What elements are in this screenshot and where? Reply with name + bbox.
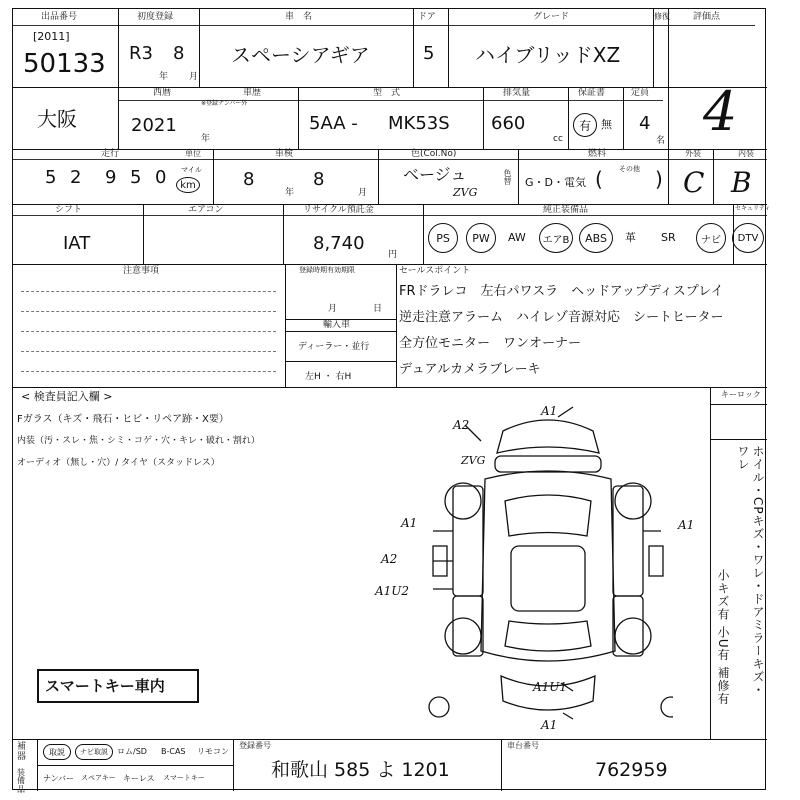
col-divider [423,204,424,264]
col-divider [378,149,379,204]
inspection-month-unit: 月 [358,188,368,198]
km-circled: km [176,177,200,193]
navi-manual-circled: ナビ取説 [75,744,113,760]
keylock-label: キーロック [721,390,761,399]
sales-point-label: セールスポイント [399,266,471,276]
rear-left-wheel [445,618,481,654]
mileage-digit: 5 [130,167,142,188]
model-code: MK53S [388,113,450,134]
inspection-label: 車検 [275,149,294,159]
reg-month: 8 [173,43,185,64]
warranty-yes-circled: 有 [573,113,597,137]
right-mirror-outline [649,546,663,576]
damage-mark: A1 [401,516,418,530]
damage-mark: ZVG [461,454,486,467]
inspection-line: 内装（汚・スレ・焦・シミ・コゲ・穴・キレ・破れ・割れ） [17,436,260,446]
capacity-label: 定員 [631,88,650,98]
note-line [21,351,276,352]
col-divider [623,87,624,149]
windshield-outline [505,495,591,536]
col-divider [199,9,200,87]
cell-divider [285,331,396,332]
door-count: 5 [423,43,435,64]
inspection-year-unit: 年 [285,188,295,198]
smart-key-stamp [37,669,199,703]
col-divider [283,204,284,264]
ac-label: エアコン [188,205,224,215]
cell-divider [710,439,767,440]
import-label: 輸入車 [323,320,351,330]
row-divider [13,739,767,740]
auction-sheet [12,8,771,794]
label-underline [13,159,767,160]
equip-sunroof: SR [661,231,676,244]
grade: ハイブリッドXZ [475,43,621,67]
smart-key: スマートキー [163,774,205,782]
col-divider [713,149,714,204]
col-divider [568,87,569,149]
interior-label: 内装 [738,149,754,158]
col-divider [213,149,214,204]
fuel-options: G・D・電気 [525,176,586,189]
note-line [21,371,276,372]
spare-wheel-left [429,697,449,717]
smart-key-stamp-text: スマートキー車内 [45,677,165,695]
col-divider [501,739,502,791]
mark-leader-line [558,407,573,417]
rom-sd: ロム/SD [117,747,147,756]
mileage-digit: 9 [105,167,117,188]
fuel-paren-close: ) [655,167,663,191]
seireki-label: 西暦 [153,88,172,98]
right-door-outline [613,486,643,596]
recycle-yen: 円 [388,250,398,260]
color-label: 色(Col.No) [411,149,457,159]
color: ベージュ [403,165,467,184]
spare-key: スペアキー [81,774,116,782]
dealer-type: ディーラー・並行 [298,342,370,352]
mile-unit: マイル [181,166,202,174]
reg-valid-label: 登録時期有効期限 [299,266,355,274]
grade-label: グレード [533,12,570,22]
left-door-outline [453,486,483,596]
col-divider [285,264,286,387]
col-divider [298,87,299,149]
front-bumper-outline [497,420,599,453]
equip-leather: 革 [625,231,636,244]
reg-year-unit: 年 [159,72,169,82]
location: 大阪 [37,107,77,131]
model-year: 2021 [131,115,177,136]
front-left-wheel [445,483,481,519]
fuel-other-label: その他 [619,165,640,173]
damage-mark: A1U2 [375,584,410,598]
equipment-label: 純正装備品 [543,205,589,215]
sales-point-line: 全方位モニター ワンオーナー [399,336,582,351]
row-divider [13,264,767,265]
handle-side: 左H ・ 右H [305,372,352,382]
chassis-label: 車台番号 [507,741,539,750]
note-line [21,331,276,332]
mileage-digit: 5 [45,167,57,188]
remote: リモコン [197,747,229,756]
col-divider [118,9,119,149]
aux-label: 補器 [17,742,27,762]
capacity: 4 [639,113,651,134]
spare-label: 装備品 [17,768,25,794]
equip-abs: ABS [579,223,613,253]
keyless: キーレス [123,774,155,783]
reg-valid-day: 日 [373,304,383,314]
row-divider [13,149,767,150]
equip-ps: PS [428,223,458,253]
col-divider [396,264,397,387]
inspection-year: 8 [243,169,255,190]
exterior-label: 外装 [685,149,701,158]
repair-label: 修復 [654,12,670,21]
interior-grade: B [731,166,752,199]
inspection-month: 8 [313,169,325,190]
capacity-unit: 名 [656,136,666,146]
col-divider [143,204,144,264]
col-divider [483,87,484,149]
col-divider [668,9,669,204]
cc-unit: cc [553,134,563,144]
mileage-label: 走行 [101,149,120,159]
warranty-no: 無 [601,118,612,131]
security-label: セキュリティ [735,205,771,212]
history-label: 車歴 [243,88,262,98]
history-sub-label: ※登録ナンバー外 [201,100,248,107]
recycle-label: リサイクル預託金 [303,205,374,215]
cell-divider [285,361,396,362]
label-underline [13,25,755,26]
cell-divider [710,404,767,405]
mark-leader-line [563,713,573,719]
damage-mark: A1 [678,518,695,532]
damage-mark: A2 [381,552,398,566]
year-tag: [2011] [33,30,70,43]
model-label: 型 式 [373,88,401,98]
manual-circled: 取説 [43,744,71,760]
shift-type: IAT [63,233,91,254]
rating-label: 評価点 [693,12,721,22]
inspection-line: Fガラス（キズ・飛石・ヒビ・リペア跡・X要） [17,414,229,425]
lot-number: 50133 [23,49,106,79]
exterior-grade: C [683,166,705,199]
mileage-digit: 2 [70,167,82,188]
sales-point-line: 逆走注意アラーム ハイレゾ音源対応 シートヒーター [399,310,724,325]
roof-outline [511,546,585,611]
spare-wheel-right [661,697,673,717]
sales-point-line: FRドラレコ 左右パワスラ ヘッドアップディスプレイ [399,284,724,299]
reg-month-unit: 月 [189,72,199,82]
rear-window-outline [505,621,591,651]
damage-mark: A2 [453,418,470,432]
note-line [21,291,276,292]
damage-mark: A1 [541,404,558,418]
mileage-digit: 0 [155,167,167,188]
rear-right-wheel [615,618,651,654]
reg-number: 和歌山 585 よ 1201 [271,759,450,781]
cell-divider [37,765,233,766]
hood-outline [495,456,601,472]
color-code-note: ZVG [453,186,478,199]
b-cas: B-CAS [161,747,186,756]
color-change-label: 色替 [503,169,512,185]
reg-number-label: 登録番号 [239,741,271,750]
equip-aw: AW [508,231,526,244]
fuel-paren-open: ( [595,167,603,191]
col-divider [233,739,234,791]
note-line [21,311,276,312]
body-outline [481,471,615,661]
label-underline [118,100,663,101]
equip-airbag: エアB [539,223,573,253]
car-name-label: 車 名 [285,12,313,22]
chassis-number: 762959 [595,759,668,781]
inspection-title: < 検査員記入欄 > [21,390,113,403]
year-unit: 年 [201,134,211,144]
row-divider [13,204,767,205]
model-prefix: 5AA - [309,113,358,134]
caution-label: 注意事項 [123,266,160,276]
row-divider [13,387,767,388]
reg-era: R3 [129,43,153,64]
car-name: スペーシアギア [231,43,370,67]
front-right-wheel [615,483,651,519]
sales-point-line: デュアルカメラブレーキ [399,362,541,377]
door-label: ドア [418,12,436,22]
reg-valid-month: 月 [328,304,338,314]
fuel-label: 燃料 [588,149,607,159]
col-divider [413,9,414,87]
first-reg-label: 初度登録 [137,12,174,22]
overall-score: 4 [703,80,738,143]
inspection-line: オーディオ（無し・穴）/ タイヤ（スタッドレス） [17,458,220,468]
equip-dtv: DTV [732,223,764,253]
col-divider [448,9,449,87]
equip-pw: PW [466,223,496,253]
displacement-label: 排気量 [503,88,531,98]
wheel-mirror-note: ホイル・CPキズ・ワレ・ドアミラーキズ・ワレ [736,445,765,697]
displacement: 660 [491,113,526,134]
mileage-unit-label: 単位 [185,149,201,158]
repair-note: 小キズ有 小U有 補修有 [716,569,730,706]
warranty-label: 保証書 [578,88,606,98]
shift-label: シフト [55,205,83,215]
recycle-fee: 8,740 [313,233,365,254]
damage-mark: A1U1 [533,680,568,694]
equip-navi: ナビ [696,223,726,253]
lot-label: 出品番号 [41,12,78,22]
number-plate: ナンバー [43,774,75,783]
col-divider [518,149,519,204]
damage-mark: A1 [541,718,558,732]
label-underline [13,215,767,216]
